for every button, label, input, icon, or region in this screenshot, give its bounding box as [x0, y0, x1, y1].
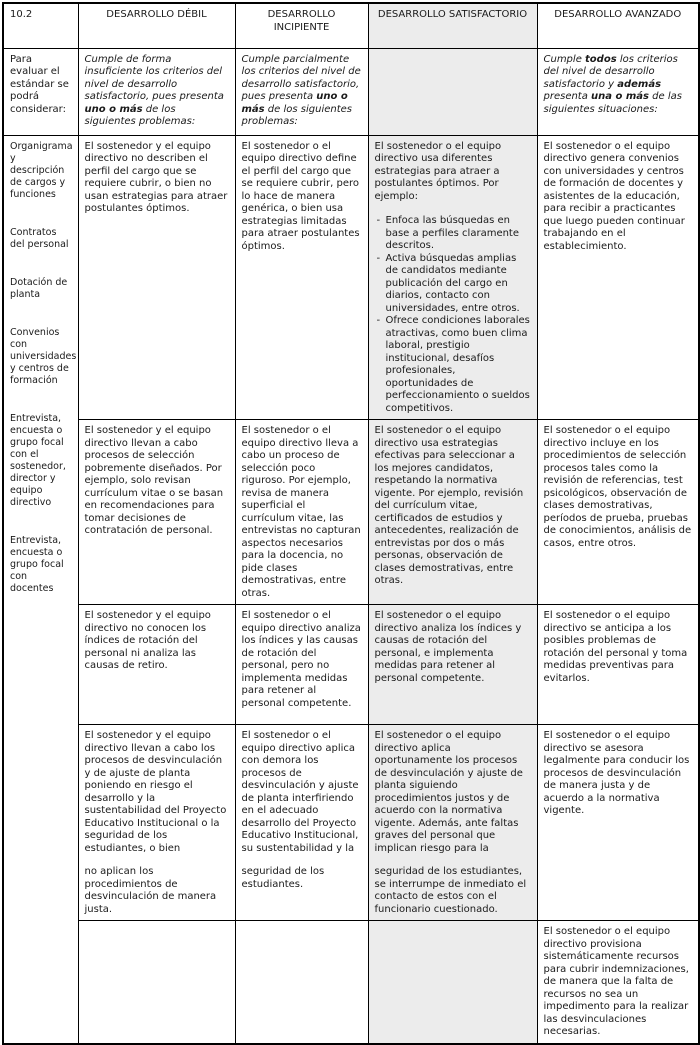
cell-paragraph: El sostenedor y el equipo directivo llevan a cabo procesos de selección pobremente diseñados. Por ejemplo, solo revisan currículum vitae o se basan en recomendaciones para tomar decisiones de contratación de personal.: [84, 425, 224, 536]
cell-paragraph: El sostenedor o el equipo directivo incluye en los procedimientos de selección procesos tales como la revisión de referencias, test psicológicos, observación de clases demostrativas, períodos de prueba, pruebas de conocimientos, análisis de casos, entre otros.: [543, 425, 692, 549]
table-row: [3, 725, 699, 921]
cell-row4-debil: [78, 725, 235, 921]
cell-paragraph: seguridad de los estudiantes.: [241, 866, 325, 890]
cell-paragraph: El sostenedor o el equipo directivo se anticipa a los posibles problemas de rotación del personal y toma medidas preventivas para evitarlos.: [543, 610, 688, 684]
cell-row5-avanzado: [537, 921, 699, 1044]
table-row: [3, 605, 699, 725]
cell-paragraph: El sostenedor o el equipo directivo usa diferentes estrategias para atraer a postulantes óptimos. Por ejemplo:: [374, 140, 502, 202]
criteria-label: Para evaluar el estándar se podrá considerar:: [3, 48, 78, 135]
header-row: [3, 3, 699, 48]
cell-row2-incipiente: [235, 420, 368, 605]
criteria-text: Cumple: [543, 53, 586, 65]
criteria-text-bold: todos: [585, 53, 617, 65]
criteria-text: los criterios del nivel de desarrollo satisfactorio y: [543, 53, 678, 90]
cell-row3-debil: [78, 605, 235, 725]
cell-paragraph: El sostenedor o el equipo directivo aplica oportunamente los procesos de desvinculación y ajuste de planta siguiendo procedimientos justos y de acuerdo con la normativa vigente. Además, ante faltas graves del personal que implican riesgo para la: [374, 730, 523, 854]
cell-row5-debil: [78, 921, 235, 1044]
cell-row5-satisfactorio: [368, 921, 537, 1044]
header-desarrollo-debil: DESARROLLO DÉBIL: [78, 3, 235, 48]
cell-paragraph: El sostenedor o el equipo directivo genera convenios con universidades y centros de formación de docentes y asistentes de la educación, para recibir a practicantes que luego pueden continuar trabajando en el establecimiento.: [543, 140, 685, 252]
cell-row3-incipiente: [235, 605, 368, 725]
cell-row1-debil: [78, 135, 235, 420]
cell-paragraph: El sostenedor o el equipo directivo provisiona sistemáticamente recursos para cubrir indemnizaciones, de manera que la falta de recursos no sea un impedimento para la realizar las desvinculaciones necesarias.: [543, 926, 689, 1037]
criteria-text: Cumple de forma insuficiente los criterios del nivel de desarrollo satisfactorio, pues presenta: [84, 53, 224, 102]
header-desarrollo-avanzado: DESARROLLO AVANZADO: [537, 3, 699, 48]
criteria-debil: [78, 48, 235, 135]
bullet-item: - Enfoca las búsquedas en base a perfiles claramente descritos.: [375, 215, 531, 253]
criteria-text-bold: una o más: [591, 91, 649, 102]
bullet-item: - Ofrece condiciones laborales atractivas, como buen clima laboral, prestigio institucional, desafíos profesionales, oportunidades de perfeccionamiento o sueldos competitivos.: [375, 315, 531, 415]
criteria-text: de las siguientes situaciones:: [543, 91, 682, 115]
cell-paragraph: no aplican los procedimientos de desvinculación de manera justa.: [84, 866, 217, 915]
criteria-incipiente: [235, 48, 368, 135]
bullet-item: - Activa búsquedas amplias de candidatos mediante publicación del cargo en diarios, contacto con universidades, entre otros.: [375, 253, 531, 316]
criteria-text-bold: uno o más: [241, 91, 348, 115]
cell-row2-debil: [78, 420, 235, 605]
cell-row4-incipiente: [235, 725, 368, 921]
cell-row5-incipiente: [235, 921, 368, 1044]
cell-row1-avanzado: [537, 135, 699, 420]
criteria-text-bold: uno o más: [84, 103, 143, 115]
cell-row2-satisfactorio: [368, 420, 537, 605]
cell-row3-avanzado: [537, 605, 699, 725]
cell-row4-avanzado: [537, 725, 699, 921]
cell-paragraph: El sostenedor o el equipo directivo lleva a cabo un proceso de selección poco riguroso. Por ejemplo, revisa de manera superficial el currículum vitae, las entrevistas no capturan aspectos necesarios para la docencia, no pide clases demostrativas, entre otras.: [241, 425, 361, 599]
evidence-source-item: Convenios con universidades y centros de formación: [10, 326, 77, 386]
cell-paragraph: El sostenedor y el equipo directivo no describen el perfil del cargo que se requiere cubrir, o bien no usan estrategias para atraer postulantes óptimos.: [84, 140, 228, 214]
rubric-table: [2, 2, 700, 1045]
cell-row1-incipiente: [235, 135, 368, 420]
criteria-satisfactorio-empty: [368, 48, 537, 135]
criteria-text: de los siguientes problemas:: [241, 103, 352, 127]
criteria-text: de los siguientes problemas:: [84, 103, 196, 127]
cell-paragraph: El sostenedor o el equipo directivo define el perfil del cargo que se requiere cubrir, pero lo hace de manera genérica, o bien usa estrategias limitadas para atraer postulantes óptimos.: [241, 140, 360, 252]
criteria-text: Cumple parcialmente los criterios del nivel de desarrollo satisfactorio, pues presenta: [241, 53, 361, 102]
cell-row1-satisfactorio: [368, 135, 537, 420]
cell-paragraph: El sostenedor o el equipo directivo analiza los índices y causas de rotación del personal, e implementa medidas para retener al personal competente.: [374, 610, 522, 684]
cell-paragraph: El sostenedor o el equipo directivo aplica con demora los procesos de desvinculación y ajuste de planta interfiriendo en el adecuado desarrollo del Proyecto Educativo Institucional, su sustentabilidad y la: [241, 730, 359, 854]
cell-row3-satisfactorio: [368, 605, 537, 725]
evidence-source-item: Dotación de planta: [10, 276, 68, 300]
criteria-text-bold: además: [617, 78, 662, 90]
cell-paragraph: El sostenedor o el equipo directivo se asesora legalmente para conducir los procesos de desvinculación de manera justa y de acuerdo a la normativa vigente.: [543, 730, 690, 816]
evidence-source-item: Contratos del personal: [10, 226, 69, 250]
cell-paragraph: El sostenedor y el equipo directivo llevan a cabo los procesos de desvinculación y de ajuste de planta poniendo en riesgo el desarrollo y la sustentabilidad del Proyecto Educativo Institucional o la seguridad de los estudiantes, o bien: [84, 730, 227, 854]
table-row: [3, 921, 699, 1044]
evidence-source-item: Entrevista, encuesta o grupo focal con el sostenedor, director y equipo directivo: [10, 412, 66, 508]
cell-row2-avanzado: [537, 420, 699, 605]
cell-paragraph: El sostenedor o el equipo directivo usa estrategias efectivas para seleccionar a los mejores candidatos, respetando la normativa vigente. Por ejemplo, revisión del currículum vitae, certificados de estudios y antecedentes, realización de entrevistas por dos o más personas, observación de clases demostrativas, entre otras.: [374, 425, 524, 586]
cell-paragraph: seguridad de los estudiantes, se interrumpe de inmediato el contacto de estos con el funcionario cuestionado.: [374, 866, 527, 915]
table-row: [3, 135, 699, 420]
cell-paragraph: El sostenedor o el equipo directivo analiza los índices y las causas de rotación del personal, pero no implementa medidas para retener al personal competente.: [241, 610, 361, 709]
table-row: [3, 420, 699, 605]
header-desarrollo-incipiente: DESARROLLO INCIPIENTE: [235, 3, 368, 48]
cell-row4-satisfactorio: [368, 725, 537, 921]
evidence-source-item: Entrevista, encuesta o grupo focal con docentes: [10, 534, 64, 594]
criteria-text: presenta: [543, 91, 592, 102]
evidence-source-item: Organigrama y descripción de cargos y funciones: [10, 140, 73, 200]
criteria-avanzado: [537, 48, 699, 135]
criteria-row: [3, 48, 699, 135]
header-desarrollo-satisfactorio: DESARROLLO SATISFACTORIO: [368, 3, 537, 48]
standard-code: 10.2: [3, 3, 78, 48]
cell-paragraph: El sostenedor y el equipo directivo no conocen los índices de rotación del personal ni analiza las causas de retiro.: [84, 610, 211, 671]
evidence-sources-list: [3, 135, 78, 1044]
